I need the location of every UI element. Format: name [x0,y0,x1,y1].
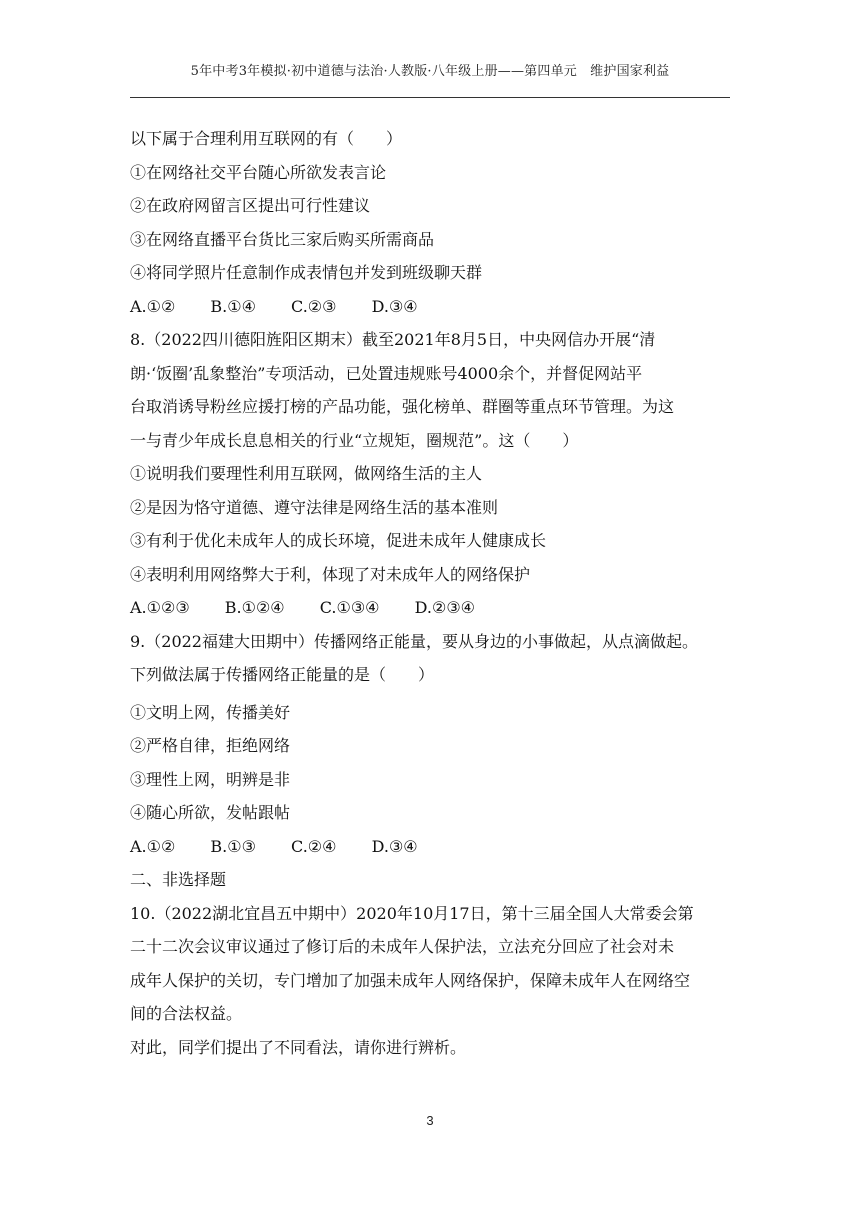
q10-prompt: 对此，同学们提出了不同看法，请你进行辨析。 [130,1037,467,1057]
q8-item-4: ④表明利用网络弊大于利，体现了对未成年人的网络保护 [130,564,531,584]
q9-item-1: ①文明上网，传播美好 [130,702,291,722]
page-content [130,122,740,1064]
q7-item-3: ③在网络直播平台货比三家后购买所需商品 [130,229,435,249]
q9-option-b: B.①③ [210,836,256,856]
section-title-non-choice: 二、非选择题 [130,870,227,889]
q8-option-b: B.①②④ [224,598,285,617]
q9-option-a: A.①② [130,836,176,856]
q8-option-a: A.①②③ [130,598,190,617]
q9-stem-line-2: 下列做法属于传播网络正能量的是（ ） [130,665,435,684]
q7-stem: 以下属于合理利用互联网的有（ ） [130,129,403,148]
q7-item-1: ①在网络社交平台随心所欲发表言论 [130,162,387,182]
q10-stem-line-2: 二十二次会议审议通过了修订后的未成年人保护法，立法充分回应了社会对未 [130,937,675,956]
q7-options [130,290,740,324]
q7-option-d: D.③④ [371,296,418,316]
q8-option-c: C.①③④ [319,598,380,617]
q8-stem-line-4: 一与青少年成长息息相关的行业“立规矩，圈规范”。这（ ） [130,430,579,450]
q8-stem-line-2: 朗·‘饭圈’乱象整治”专项活动，已处置违规账号4000余个，并督促网站平 [130,363,643,383]
page-number: 3 [426,1113,434,1128]
q8-options [130,591,740,625]
running-header: 5年中考3年模拟·初中道德与法治·人教版·八年级上册——第四单元 维护国家利益 [190,64,670,79]
q9-item-3: ③理性上网，明辨是非 [130,769,291,789]
q10-stem-line-4: 间的合法权益。 [130,1004,243,1023]
header-divider [130,97,730,98]
q8-item-1: ①说明我们要理性利用互联网，做网络生活的主人 [130,464,483,483]
q8-option-d: D.②③④ [414,598,475,617]
q9-options [130,830,740,864]
q7-item-2: ②在政府网留言区提出可行性建议 [130,196,371,215]
q9-stem-line-1: 9.（2022福建大田期中）传播网络正能量，要从身边的小事做起，从点滴做起。 [130,631,698,651]
q10-stem-line-3: 成年人保护的关切，专门增加了加强未成年人网络保护，保障未成年人在网络空 [130,970,691,990]
q7-option-a: A.①② [130,296,176,316]
q8-stem-line-3: 台取消诱导粉丝应援打榜的产品功能，强化榜单、群圈等重点环节管理。为这 [130,397,675,416]
q7-option-b: B.①④ [210,296,256,316]
q7-option-c: C.②③ [291,296,337,316]
q8-item-3: ③有利于优化未成年人的成长环境，促进未成年人健康成长 [130,531,547,550]
q9-item-2: ②严格自律，拒绝网络 [130,736,291,755]
q7-item-4: ④将同学照片任意制作成表情包并发到班级聊天群 [130,263,483,282]
q8-item-2: ②是因为恪守道德、遵守法律是网络生活的基本准则 [130,497,499,517]
q9-option-c: C.②④ [291,836,337,856]
q9-option-d: D.③④ [371,836,418,856]
q10-stem-line-1: 10.（2022湖北宜昌五中期中）2020年10月17日，第十三届全国人大常委会第 [130,903,694,923]
q9-item-4: ④随心所欲，发帖跟帖 [130,803,291,822]
q8-stem-line-1: 8.（2022四川德阳旌阳区期末）截至2021年8月5日，中央网信办开展“清 [130,330,656,349]
